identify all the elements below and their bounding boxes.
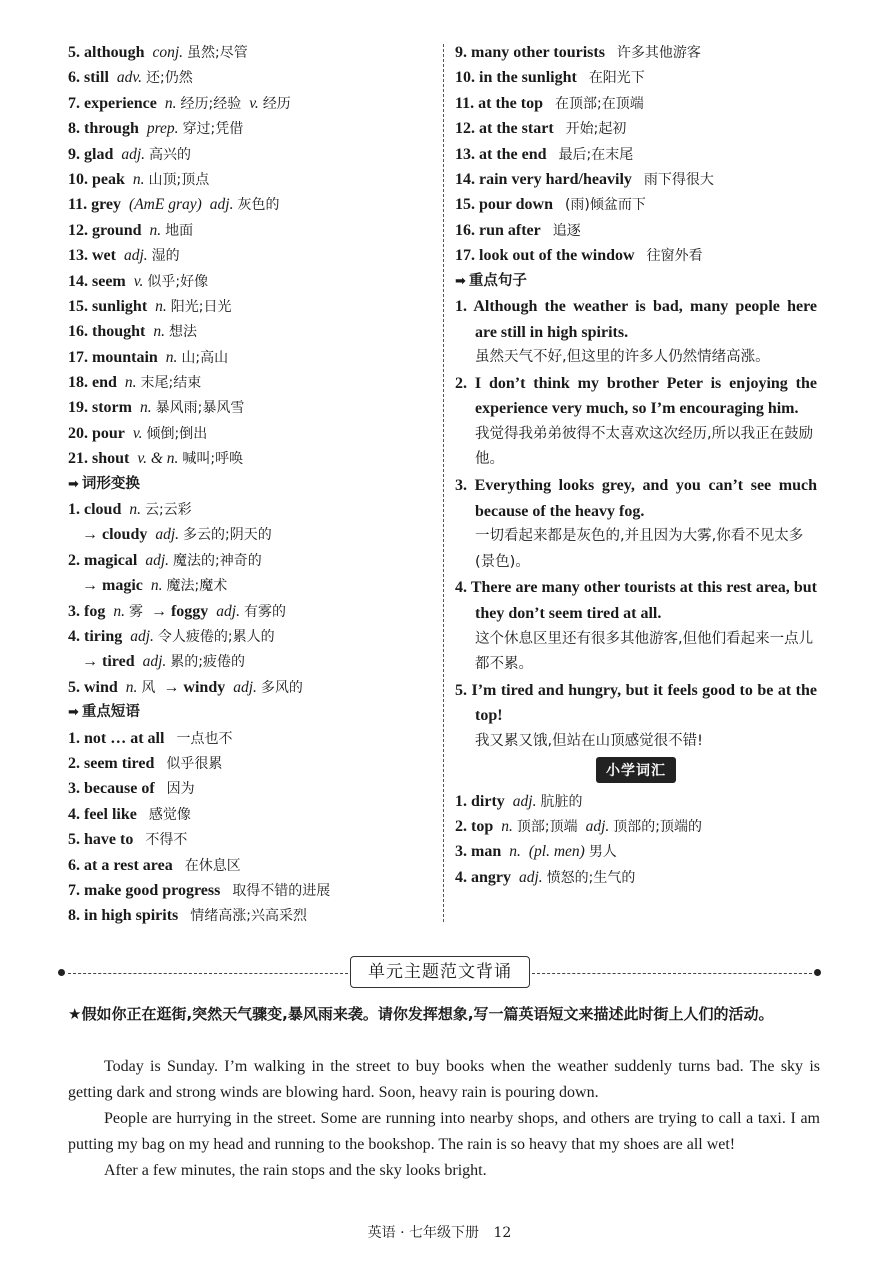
entry-meaning: 最后;在末尾 [558,146,634,163]
theme-title: 单元主题范文背诵 [350,956,530,988]
phrase-entry [455,91,817,116]
entry-pos: n. [139,399,152,417]
essay-paragraph: People are hurrying in the street. Some are running into nearby shops, and others are trying to call a taxi. I am putting my bag on my head and running to the bookshop. The rain is so heavy that my shoes are all wet! [68,1110,820,1153]
entry-word: 4. angry [455,868,511,886]
entry-word: 6. at a rest area [68,856,173,874]
entry-meaning: 多云的;阴天的 [183,527,272,544]
entry-meaning: 在阳光下 [588,70,645,87]
entry-meaning: 山顶;顶点 [148,171,210,188]
entry-pos: n. [124,374,137,392]
sentence-english: 2. I don’t think my brother Peter is enjoying the experience very much, so I’m encouraging him. [455,374,817,418]
vocab-entry [68,65,430,90]
bullet-dot-icon [814,969,821,976]
entry-word: 19. storm [68,399,132,417]
entry-pos: conj. [152,44,184,61]
vocab-entry [68,91,430,116]
entry-note: (pl. men) [528,843,585,861]
entry-meaning: 顶部;顶端 [516,818,578,835]
entry-pos: n. [501,817,513,835]
entry-word: 11. at the top [455,94,543,112]
entry-meaning: 因为 [166,781,195,798]
vocab-entry [68,142,430,167]
entry-meaning: 取得不错的进展 [232,882,331,899]
entry-word: 5. although [68,44,145,61]
forms-heading [68,472,430,497]
entry-meaning: 暴风雨;暴风雪 [155,400,245,417]
entry-pos: n. [129,501,141,519]
entry-meaning: 高兴的 [149,146,192,163]
key-sentence [455,371,817,473]
section-title: 重点句子 [468,272,527,289]
key-sentence [455,473,817,575]
vocab-entry [68,319,430,344]
entry-word: → cloudy [82,526,148,544]
entry-pos: adj. [209,196,234,214]
entry-pos: adj. [216,602,240,620]
entry-meaning: 魔法的;神奇的 [173,552,262,569]
entry-word: 13. wet [68,247,116,265]
right-column [455,40,817,890]
vocab-entry [68,192,430,217]
entry-pos: adj. [123,247,148,265]
entry-word: 10. in the sunlight [455,69,577,87]
vocab-entry [68,370,430,395]
vocab-entry [68,395,430,420]
sentence-chinese: 我觉得我弟弟彼得不太喜欢这次经历,所以我正在鼓励他。 [475,425,814,468]
entry-word: 10. peak [68,170,125,188]
entry-meaning: 顶部的;顶端的 [613,818,702,835]
entry-meaning: 阳光;日光 [170,298,232,315]
entry-pos: adj. [155,526,180,544]
entry-meaning: 往窗外看 [646,248,703,265]
word-form-entry [68,522,430,547]
entry-meaning: 经历;经验 [180,95,242,112]
entry-pos: adv. [116,69,142,87]
arrow-icon: ➡ [68,476,79,492]
section-title: 重点短语 [81,704,140,721]
entry-meaning: 令人疲倦的;累人的 [157,628,275,645]
entry-word: 18. end [68,374,117,392]
vocab-entry [68,269,430,294]
entry-meaning: 似乎;好像 [147,273,209,290]
phrase-entry [455,116,817,141]
entry-word: 2. top [455,817,494,835]
entry-pos: v. [133,272,144,290]
sentence-english: 5. I’m tired and hungry, but it feels good to be at the top! [455,681,817,725]
word-form-entry [68,573,430,598]
model-essay [68,1054,820,1184]
entry-pos: adj. [585,817,610,835]
entry-note: (AmE gray) [129,196,202,214]
entry-word: 8. in high spirits [68,907,179,925]
entry-word: 4. tiring [68,627,123,645]
entry-word: 9. glad [68,145,114,163]
sentence-chinese: 虽然天气不好,但这里的许多人仍然情绪高涨。 [475,349,770,366]
entry-pos: adj. [145,551,170,569]
sentence-english: 4. There are many other tourists at this rest area, but they don’t seem tired at all. [455,579,817,623]
primary-vocab-badge: 小学词汇 [596,757,676,783]
entry-meaning: 虽然;尽管 [187,45,248,61]
phrase-entry [68,903,430,928]
entry-meaning: 情绪高涨;兴高采烈 [190,908,307,925]
primary-vocab-entry [455,839,817,864]
entry-meaning: 不得不 [145,832,188,849]
entry-word: 5. have to [68,831,134,849]
entry-word: 7. experience [68,94,157,112]
phrase-entry [68,751,430,776]
sentences-heading [455,269,817,294]
phrase-entry [68,776,430,801]
sentence-chinese: 一切看起来都是灰色的,并且因为大雾,你看不见太多(景色)。 [475,528,804,570]
entry-word: 1. cloud [68,501,122,519]
entry-meaning: 追逐 [552,222,581,239]
entry-word: 2. seem tired [68,754,155,772]
entry-meaning: 山;高山 [181,349,229,366]
entry-word: 4. feel like [68,805,137,823]
entry-meaning: 云;云彩 [144,502,192,519]
entry-word: 13. at the end [455,145,547,163]
entry-word: 17. look out of the window [455,247,635,265]
entry-pos: adj. [519,868,543,886]
phrase-entry [455,142,817,167]
essay-paragraph: Today is Sunday. I’m walking in the street to buy books when the weather suddenly turns bad. The sky is getting dark and strong winds are blowing hard. Soon, heavy rain is pouring down. [68,1058,820,1101]
entry-pos: adj. [130,627,154,645]
phrase-entry [455,243,817,268]
vocab-entry [68,294,430,319]
phrase-entry [68,827,430,852]
entry-word: 14. rain very hard/heavily [455,170,632,188]
entry-word: 17. mountain [68,348,158,366]
phrase-entry [455,167,817,192]
entry-pos: prep. [146,120,179,138]
vocab-entry [68,167,430,192]
word-form-entry [68,599,430,624]
entry-pos: n. [509,843,521,861]
entry-word: 5. wind [68,678,118,696]
entry-pos: n. [125,678,138,696]
entry-meaning: 感觉像 [148,806,191,823]
primary-vocab-entry [455,865,817,890]
entry-meaning: 风 [141,679,156,696]
phrase-entry [455,40,817,65]
sentence-english: 1. Although the weather is bad, many people here are still in high spirits. [455,297,817,341]
entry-word: 12. ground [68,221,142,239]
entry-word: 9. many other tourists [455,44,605,61]
sentence-chinese: 这个休息区里还有很多其他游客,但他们看起来一点儿都不累。 [475,630,814,673]
phrase-entry [455,192,817,217]
entry-meaning: 地面 [165,222,194,239]
entry-meaning: 男人 [588,844,617,861]
phrase-entry [68,853,430,878]
entry-meaning: 许多其他游客 [616,45,701,61]
vocab-entry [68,345,430,370]
theme-section-header [58,956,820,990]
entry-meaning: 多风的 [260,679,303,696]
word-form-entry [68,497,430,522]
entry-meaning: 在休息区 [184,857,241,874]
word-form-entry [68,675,430,700]
entry-meaning: 湿的 [151,248,180,265]
entry-meaning: 雾 [128,603,143,620]
entry-pos: adj. [512,792,537,810]
entry-pos: n. [165,348,178,366]
entry-word: 16. thought [68,323,146,341]
entry-meaning: 喊叫;呼唤 [182,451,244,468]
page-number: 12 [493,1225,512,1241]
entry-word: → tired [82,653,135,671]
entry-word: 3. because of [68,780,155,798]
entry-meaning: 一点也不 [176,730,233,747]
vocab-entry [68,421,430,446]
entry-word: 15. sunlight [68,297,148,315]
vocab-entry [68,218,430,243]
arrow-icon: ➡ [68,705,79,721]
section-title: 词形变换 [81,475,140,492]
phrase-entry [455,218,817,243]
word-form-entry [68,624,430,649]
writing-task: ★假如你正在逛街,突然天气骤变,暴风雨来袭。请你发挥想象,写一篇英语短文来描述此时街上人们的活动。 [68,1005,774,1023]
primary-vocab-entry [455,789,817,814]
entry-meaning: 雨下得很大 [643,171,714,188]
entry-meaning: 末尾;结束 [140,375,202,392]
entry-word: 12. at the start [455,120,554,138]
entry-pos: n. [164,94,177,112]
entry-word: 11. grey [68,196,122,214]
entry-word: 2. magical [68,551,138,569]
footer-subject: 英语 · 七年级下册 [367,1225,480,1241]
entry-pos: n. [132,170,145,188]
entry-meaning: 魔法;魔术 [166,578,228,595]
entry-pos: adj. [142,653,167,671]
entry-word: → foggy [150,602,209,620]
entry-meaning: 开始;起初 [565,121,627,138]
phrase-entry [455,65,817,90]
entry-meaning: 在顶部;在顶端 [555,95,644,112]
phrase-entry [68,802,430,827]
entry-meaning: (雨)倾盆而下 [564,197,646,214]
entry-pos: v. & n. [137,450,179,468]
entry-word: 3. fog [68,602,106,620]
entry-word: 20. pour [68,424,125,442]
dashed-rule-right [532,973,812,974]
entry-pos: n. [153,323,165,341]
primary-vocab-badge-wrap [455,757,817,789]
key-sentence [455,294,817,371]
entry-meaning: 愤怒的;生气的 [546,869,636,886]
entry-word: 16. run after [455,221,541,239]
entry-meaning: 经历 [262,95,291,112]
sentence-english: 3. Everything looks grey, and you can’t see much because of the heavy fog. [455,477,817,520]
entry-pos: adj. [121,145,146,163]
entry-pos: v. [249,94,259,112]
vocab-entry [68,243,430,268]
entry-pos: adj. [233,678,257,696]
vocab-entry [68,446,430,471]
entry-meaning: 肮脏的 [540,793,583,810]
entry-pos: n. [113,602,125,620]
key-sentence [455,678,817,755]
entry-word: 15. pour down [455,196,553,214]
vocab-entry [68,116,430,141]
entry-word: → windy [163,678,226,696]
entry-word: 7. make good progress [68,881,221,899]
essay-paragraph: After a few minutes, the rain stops and the sky looks bright. [104,1162,487,1179]
entry-meaning: 有雾的 [243,603,286,620]
entry-meaning: 灰色的 [237,197,280,214]
entry-word: 6. still [68,69,109,87]
vocab-entry [68,40,430,65]
column-divider [443,44,444,922]
phrases-heading [68,700,430,725]
entry-meaning: 似乎很累 [166,755,223,772]
page-footer [0,1222,879,1242]
entry-pos: n. [155,297,167,315]
arrow-icon: ➡ [455,273,466,289]
entry-word: → magic [82,577,143,595]
key-sentence [455,575,817,677]
bullet-dot-icon [58,969,65,976]
sentence-chinese: 我又累又饿,但站在山顶感觉很不错! [475,733,703,749]
word-form-entry [68,548,430,573]
word-form-entry [68,649,430,674]
dashed-rule-left [68,973,348,974]
entry-word: 1. not … at all [68,729,165,747]
primary-vocab-entry [455,814,817,839]
entry-word: 8. through [68,120,139,138]
left-column [68,40,430,929]
entry-word: 3. man [455,843,502,861]
phrase-entry [68,726,430,751]
entry-meaning: 倾倒;倒出 [146,425,208,442]
entry-meaning: 累的;疲倦的 [170,654,245,671]
entry-pos: n. [149,221,162,239]
entry-pos: n. [150,577,163,595]
entry-meaning: 还;仍然 [146,70,193,87]
entry-word: 21. shout [68,450,130,468]
entry-meaning: 穿过;凭借 [182,121,244,138]
entry-pos: v. [132,424,143,442]
phrase-entry [68,878,430,903]
entry-meaning: 想法 [168,324,197,341]
entry-word: 1. dirty [455,792,505,810]
entry-word: 14. seem [68,272,126,290]
